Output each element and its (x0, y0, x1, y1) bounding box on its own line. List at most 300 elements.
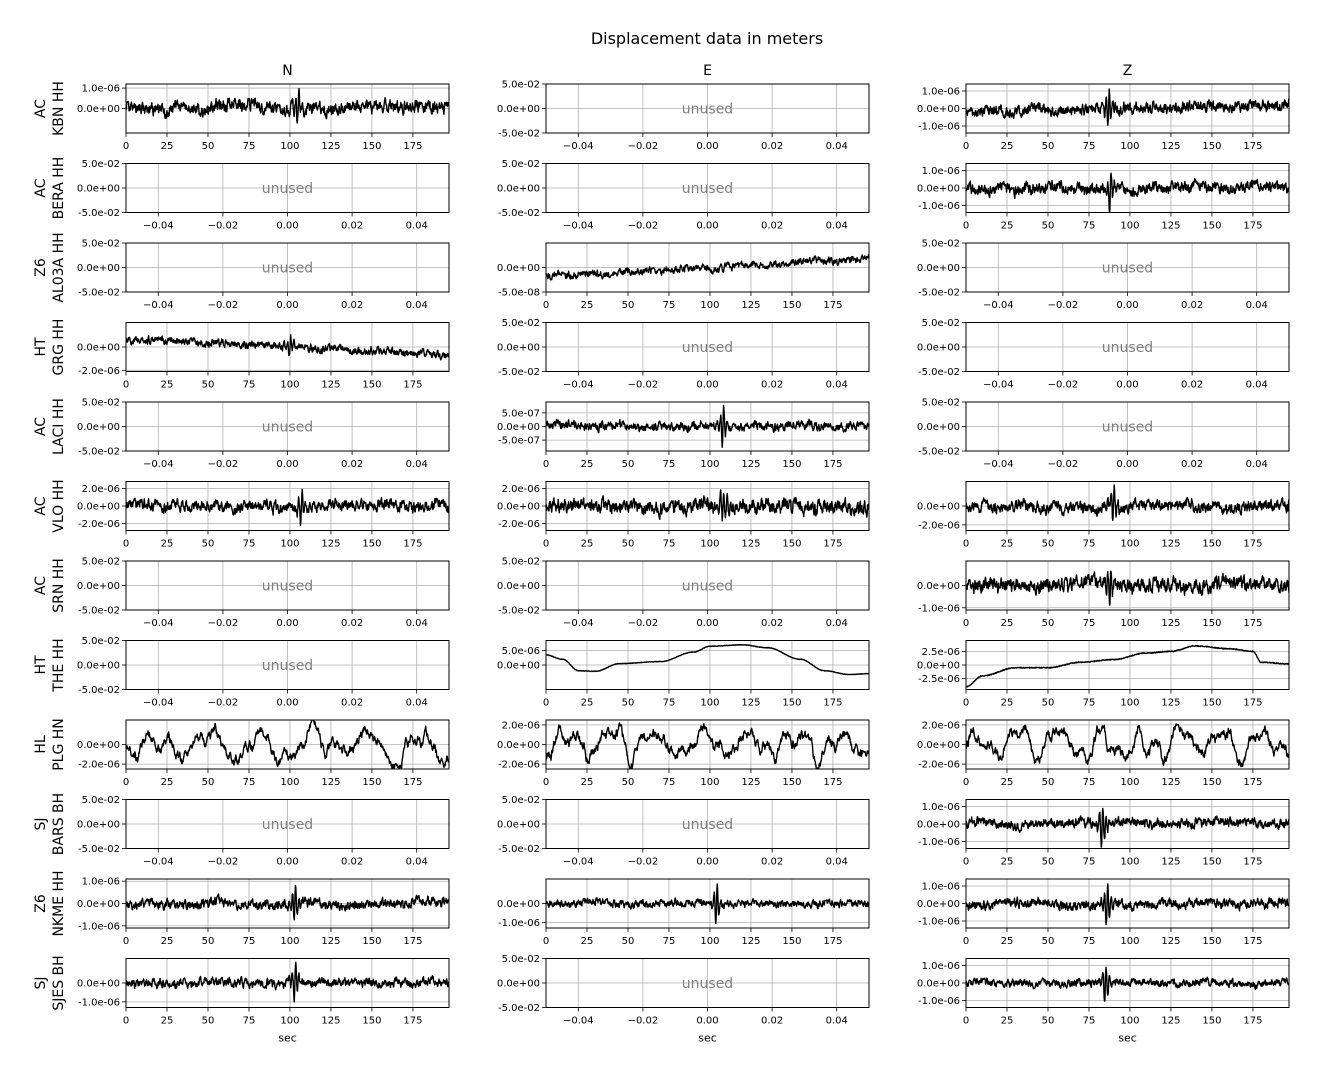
seismic-trace (126, 962, 449, 1002)
y-tick-label: 0.0e+00 (916, 899, 960, 910)
x-tick-label: 125 (321, 1015, 341, 1027)
x-tick-label: 125 (741, 300, 761, 311)
x-tick-label: 0 (962, 777, 970, 788)
x-tick-label: 150 (1202, 1015, 1222, 1027)
panel-kbn-e (497, 80, 869, 153)
y-tick-label: -5.0e-02 (78, 605, 120, 617)
y-tick-label: 5.0e-02 (921, 318, 960, 329)
x-tick-label: −0.04 (562, 856, 594, 868)
panel-bera-e (497, 159, 869, 232)
x-tick-label: 0.02 (340, 300, 364, 311)
x-tick-label: 0 (122, 379, 130, 391)
y-tick-label: 0.0e+00 (76, 263, 120, 274)
panel-nkme-z (917, 879, 1289, 947)
x-tick-label: 100 (280, 379, 300, 391)
x-tick-label: 50 (201, 141, 215, 152)
x-tick-label: 150 (782, 538, 802, 550)
x-tick-label: 25 (160, 777, 174, 788)
row-network-label: AC (33, 416, 49, 437)
x-tick-label: 0.04 (405, 459, 428, 470)
x-tick-label: 125 (1161, 777, 1181, 788)
x-tick-label: 0.02 (340, 618, 364, 629)
x-tick-label: 150 (362, 141, 382, 152)
y-tick-label: -1.0e-06 (78, 997, 120, 1009)
x-tick-label: 75 (662, 777, 676, 788)
x-tick-label: 150 (362, 777, 382, 788)
x-tick-label: −0.02 (1047, 459, 1079, 470)
unused-label: unused (1101, 340, 1154, 356)
unused-label: unused (681, 578, 734, 595)
x-tick-label: 175 (823, 538, 843, 550)
y-tick-label: 2.0e-06 (81, 484, 120, 495)
unused-label: unused (261, 817, 314, 833)
x-tick-label: 150 (1202, 538, 1222, 550)
y-tick-label: -1.0e-06 (918, 916, 960, 928)
x-tick-label: 50 (1041, 697, 1055, 709)
x-tick-label: 25 (1000, 618, 1014, 629)
x-tick-label: 175 (1243, 538, 1263, 550)
x-tick-label: 0.04 (405, 300, 428, 311)
panel-grg-n (77, 323, 449, 391)
x-tick-label: 100 (700, 777, 720, 788)
x-tick-label: −0.02 (207, 697, 239, 709)
y-tick-label: -1.0e-06 (498, 917, 540, 929)
y-tick-label: 5.0e-07 (501, 408, 540, 420)
y-tick-label: 0.0e+00 (76, 660, 120, 672)
panel-bars-z (917, 800, 1289, 868)
x-tick-label: 25 (580, 697, 594, 709)
x-tick-label: 25 (580, 300, 594, 311)
x-tick-label: 0 (122, 777, 130, 788)
column-title-z: Z (1122, 63, 1133, 79)
x-tick-label: 150 (1202, 220, 1222, 232)
y-tick-label: -5.0e-02 (498, 1003, 540, 1014)
y-tick-label: 0.0e+00 (496, 342, 540, 354)
y-tick-label: 5.0e-02 (501, 795, 540, 806)
y-tick-label: 0.0e+00 (76, 104, 120, 115)
panel-vlo-z (917, 482, 1289, 550)
panel-the-z (917, 641, 1289, 709)
x-tick-label: 75 (242, 777, 256, 788)
x-tick-label: 0.02 (340, 856, 364, 868)
y-tick-label: 0.0e+00 (76, 740, 120, 751)
x-tick-label: 150 (782, 777, 802, 788)
seismic-trace (966, 571, 1289, 605)
row-station-label: BARS BH (51, 792, 67, 856)
y-tick-label: 5.0e-02 (501, 79, 540, 91)
y-tick-label: -1.0e-06 (78, 921, 120, 933)
x-tick-label: 75 (662, 697, 676, 709)
y-tick-label: -2.0e-06 (78, 759, 120, 771)
x-tick-label: 50 (1041, 936, 1055, 947)
row-network-label: Z6 (33, 258, 49, 277)
y-tick-label: -5.0e-07 (498, 435, 540, 447)
x-tick-label: 125 (1161, 141, 1181, 152)
x-tick-label: 75 (242, 141, 256, 152)
x-tick-label: 175 (1243, 856, 1263, 868)
x-tick-label: 175 (823, 936, 843, 947)
x-tick-label: 0.02 (760, 220, 784, 232)
y-tick-label: 5.0e-02 (501, 318, 540, 329)
x-tick-label: 175 (1243, 220, 1263, 232)
x-tick-label: 0.00 (1116, 300, 1139, 311)
row-station-label: BERA HH (51, 156, 67, 220)
unused-label: unused (261, 658, 314, 674)
x-tick-label: 75 (242, 379, 256, 391)
x-tick-label: 0.00 (696, 141, 719, 152)
x-tick-label: 75 (1082, 538, 1096, 550)
panel-kbn-z (917, 84, 1289, 152)
seismic-trace (546, 405, 869, 447)
x-tick-label: 0 (122, 538, 130, 550)
y-tick-label: 0.0e+00 (916, 740, 960, 751)
x-tick-label: 100 (1120, 141, 1140, 152)
x-axis-label: sec (698, 1031, 717, 1045)
x-tick-label: 0 (542, 538, 550, 550)
x-tick-label: 175 (403, 936, 423, 947)
x-tick-label: 100 (700, 936, 720, 947)
x-tick-label: 0.02 (340, 697, 364, 709)
y-tick-label: 0.0e+00 (76, 422, 120, 433)
x-tick-label: 125 (321, 777, 341, 788)
row-network-label: SJ (33, 817, 49, 831)
seismic-trace (546, 645, 869, 675)
x-tick-label: −0.02 (207, 220, 239, 232)
x-tick-label: 50 (1041, 856, 1055, 868)
x-tick-label: 25 (580, 777, 594, 788)
x-tick-label: 100 (1120, 220, 1140, 232)
x-tick-label: 150 (1202, 697, 1222, 709)
y-tick-label: 0.0e+00 (76, 183, 120, 195)
panel-grg-z (917, 318, 1289, 391)
unused-label: unused (681, 101, 734, 118)
x-tick-label: −0.02 (627, 1015, 659, 1027)
panel-the-n (77, 636, 449, 709)
x-tick-label: −0.04 (142, 459, 174, 470)
y-tick-label: 0.0e+00 (496, 740, 540, 751)
x-tick-label: 75 (1082, 936, 1096, 947)
x-tick-label: 25 (1000, 141, 1014, 152)
row-station-label: PLG HN (51, 718, 67, 771)
x-tick-label: 125 (1161, 856, 1181, 868)
y-tick-label: 5.0e-02 (81, 397, 120, 409)
x-tick-label: −0.02 (627, 141, 659, 152)
x-tick-label: 150 (362, 936, 382, 947)
x-tick-label: 75 (662, 538, 676, 550)
x-tick-label: 150 (782, 459, 802, 470)
row-station-label: SJES BH (51, 955, 67, 1011)
y-tick-label: 2.0e-06 (921, 720, 960, 732)
y-tick-label: 5.0e-02 (81, 795, 120, 806)
x-tick-label: 100 (700, 697, 720, 709)
x-tick-label: 25 (160, 141, 174, 152)
x-tick-label: 0.00 (276, 856, 299, 868)
y-tick-label: 1.0e-06 (921, 961, 960, 972)
y-tick-label: 0.0e+00 (76, 501, 120, 513)
x-tick-label: 0.00 (276, 300, 299, 311)
seismic-trace (966, 967, 1289, 1001)
x-tick-label: 25 (1000, 220, 1014, 232)
y-tick-label: 5.0e-02 (81, 556, 120, 568)
seismic-trace (126, 89, 449, 123)
x-tick-label: 0.04 (1245, 459, 1268, 470)
x-tick-label: −0.02 (627, 618, 659, 629)
x-tick-label: 100 (280, 936, 300, 947)
y-tick-label: 5.0e-02 (501, 954, 540, 965)
y-tick-label: 0.0e+00 (76, 899, 120, 910)
x-tick-label: 25 (1000, 856, 1014, 868)
x-tick-label: 150 (1202, 618, 1222, 629)
x-tick-label: 0 (542, 777, 550, 788)
y-tick-label: 0.0e+00 (496, 819, 540, 831)
x-tick-label: 0 (122, 936, 130, 947)
y-tick-label: -2.0e-06 (78, 365, 120, 377)
seismic-trace (966, 173, 1289, 214)
panel-srn-n (77, 557, 449, 630)
x-tick-label: 50 (201, 777, 215, 788)
x-tick-label: −0.02 (207, 618, 239, 629)
panel-sjes-n (77, 959, 449, 1045)
seismic-trace (966, 884, 1289, 925)
row-network-label: AC (33, 98, 49, 119)
x-tick-label: 0.04 (825, 220, 848, 232)
x-tick-label: 175 (1243, 141, 1263, 152)
panel-nkme-e (497, 879, 869, 947)
x-tick-label: 25 (1000, 777, 1014, 788)
panel-al03a-e (497, 243, 869, 311)
x-tick-label: 175 (403, 141, 423, 152)
x-tick-label: 75 (1082, 856, 1096, 868)
x-tick-label: −0.04 (142, 618, 174, 629)
unused-label: unused (681, 340, 734, 356)
panel-nkme-n (77, 877, 449, 947)
x-tick-label: 100 (1120, 936, 1140, 947)
panel-al03a-n (77, 239, 449, 312)
y-tick-label: 5.0e-02 (921, 238, 960, 250)
x-tick-label: 75 (1082, 220, 1096, 232)
x-tick-label: −0.02 (627, 220, 659, 232)
y-tick-label: 0.0e+00 (916, 422, 960, 433)
panel-laci-e (497, 402, 869, 470)
seismic-trace (126, 489, 449, 525)
y-tick-label: 0.0e+00 (916, 104, 960, 115)
x-tick-label: −0.04 (982, 379, 1014, 391)
x-tick-label: 50 (201, 936, 215, 947)
x-tick-label: 125 (741, 936, 761, 947)
y-tick-label: -1.0e-06 (918, 201, 960, 212)
y-tick-label: 1.0e-06 (81, 876, 120, 888)
y-tick-label: -5.0e-02 (498, 128, 540, 140)
x-tick-label: −0.02 (207, 856, 239, 868)
x-tick-label: 0.02 (760, 856, 784, 868)
y-tick-label: -5.0e-02 (78, 685, 120, 696)
x-tick-label: 175 (1243, 697, 1263, 709)
x-tick-label: −0.04 (982, 459, 1014, 470)
x-tick-label: 0.02 (340, 459, 364, 470)
x-tick-label: 75 (662, 300, 676, 311)
x-tick-label: 75 (662, 936, 676, 947)
x-tick-label: −0.04 (562, 379, 594, 391)
y-tick-label: 0.0e+00 (496, 978, 540, 990)
x-tick-label: 125 (741, 538, 761, 550)
x-tick-label: 50 (1041, 220, 1055, 232)
panel-bars-e (497, 795, 869, 868)
panel-bera-z (917, 164, 1289, 232)
y-tick-label: 0.0e+00 (916, 501, 960, 513)
y-tick-label: 0.0e+00 (496, 581, 540, 592)
y-tick-label: 0.0e+00 (496, 183, 540, 195)
x-tick-label: 175 (403, 379, 423, 391)
x-tick-label: 0.00 (1116, 379, 1139, 391)
y-tick-label: 0.0e+00 (916, 263, 960, 274)
row-station-label: AL03A HH (51, 232, 67, 303)
unused-label: unused (1101, 419, 1154, 436)
x-tick-label: 0.00 (696, 856, 719, 868)
x-tick-label: 175 (403, 777, 423, 788)
y-tick-label: -2.0e-06 (918, 520, 960, 532)
x-tick-label: 0 (962, 220, 970, 232)
x-tick-label: 0 (122, 141, 130, 152)
seismic-trace (966, 485, 1289, 520)
unused-label: unused (681, 181, 734, 197)
x-tick-label: −0.02 (207, 300, 239, 311)
x-tick-label: −0.04 (142, 856, 174, 868)
x-tick-label: 25 (160, 1015, 174, 1027)
x-tick-label: 150 (782, 936, 802, 947)
y-tick-label: 1.0e-06 (921, 881, 960, 893)
x-tick-label: 125 (741, 697, 761, 709)
x-tick-label: 25 (580, 459, 594, 470)
x-tick-label: 0.02 (760, 1015, 784, 1027)
panel-sjes-e (497, 954, 869, 1045)
x-tick-label: 100 (1120, 618, 1140, 629)
panel-sjes-z (917, 959, 1289, 1045)
x-tick-label: 175 (1243, 618, 1263, 629)
x-tick-label: 50 (1041, 618, 1055, 629)
y-tick-label: 5.0e-02 (501, 159, 540, 170)
x-tick-label: 0 (542, 459, 550, 470)
row-network-label: HT (33, 337, 49, 357)
x-tick-label: 0.02 (760, 618, 784, 629)
y-tick-label: 0.0e+00 (916, 183, 960, 195)
x-tick-label: 50 (621, 697, 635, 709)
x-tick-label: 0 (122, 1015, 130, 1027)
x-tick-label: 25 (580, 538, 594, 550)
x-tick-label: 100 (1120, 856, 1140, 868)
x-tick-label: −0.04 (142, 220, 174, 232)
row-station-label: LACI HH (51, 398, 67, 455)
y-tick-label: -5.0e-02 (498, 605, 540, 617)
x-tick-label: 50 (1041, 1015, 1055, 1027)
x-tick-label: 175 (1243, 936, 1263, 947)
column-title-e: E (703, 63, 712, 79)
row-station-label: GRG HH (51, 318, 67, 376)
panel-plg-z (917, 720, 1289, 788)
x-tick-label: 50 (201, 1015, 215, 1027)
y-tick-label: 0.0e+00 (916, 660, 960, 672)
y-tick-label: -5.0e-02 (918, 367, 960, 378)
unused-label: unused (261, 260, 314, 277)
x-tick-label: 0.02 (1180, 300, 1204, 311)
x-tick-label: 50 (201, 538, 215, 550)
x-tick-label: 0.00 (276, 697, 299, 709)
x-tick-label: 100 (700, 459, 720, 470)
x-tick-label: 0.04 (1245, 379, 1268, 391)
x-tick-label: 25 (160, 936, 174, 947)
x-tick-label: −0.04 (142, 697, 174, 709)
x-tick-label: 25 (160, 538, 174, 550)
row-station-label: NKME HH (51, 870, 67, 937)
x-tick-label: 175 (403, 538, 423, 550)
y-tick-label: 5.0e-02 (921, 397, 960, 409)
figure-title: Displacement data in meters (590, 29, 824, 48)
x-tick-label: 100 (1120, 777, 1140, 788)
x-tick-label: 0.04 (825, 141, 848, 152)
row-station-label: SRN HH (51, 558, 67, 613)
x-tick-label: 75 (1082, 618, 1096, 629)
seismic-trace (966, 724, 1289, 767)
y-tick-label: 1.0e-06 (921, 86, 960, 98)
row-station-label: VLO HH (51, 479, 67, 533)
x-tick-label: 75 (662, 459, 676, 470)
y-tick-label: 5.0e-02 (81, 636, 120, 647)
x-tick-label: 100 (1120, 697, 1140, 709)
row-network-label: AC (33, 178, 49, 198)
panel-kbn-n (77, 84, 449, 152)
x-tick-label: 0.00 (1116, 459, 1139, 470)
panel-laci-n (77, 398, 449, 471)
x-tick-label: 100 (700, 538, 720, 550)
column-title-n: N (282, 63, 293, 79)
x-tick-label: 150 (782, 697, 802, 709)
x-tick-label: 150 (1202, 777, 1222, 788)
x-tick-label: 75 (1082, 697, 1096, 709)
unused-label: unused (681, 976, 734, 992)
unused-label: unused (261, 181, 314, 197)
row-station-label: THE HH (51, 638, 67, 692)
x-tick-label: 0.00 (276, 220, 299, 232)
y-tick-label: 1.0e-06 (921, 802, 960, 813)
seismic-trace (126, 885, 449, 919)
x-tick-label: 125 (741, 777, 761, 788)
x-tick-label: 75 (242, 1015, 256, 1027)
row-network-label: SJ (33, 976, 49, 990)
seismic-trace (966, 89, 1289, 125)
x-tick-label: 50 (621, 936, 635, 947)
x-tick-label: −0.04 (982, 300, 1014, 311)
x-tick-label: 150 (1202, 856, 1222, 868)
y-tick-label: -5.0e-02 (78, 446, 120, 458)
y-tick-label: -1.0e-06 (918, 996, 960, 1007)
row-network-label: HL (33, 735, 49, 754)
x-tick-label: −0.02 (627, 856, 659, 868)
y-tick-label: 0.0e+00 (496, 899, 540, 910)
x-tick-label: 75 (1082, 141, 1096, 152)
x-tick-label: 100 (1120, 1015, 1140, 1027)
y-tick-label: 0.0e+00 (496, 501, 540, 513)
y-tick-label: 5.0e-06 (501, 646, 540, 658)
x-tick-label: 125 (1161, 538, 1181, 550)
x-tick-label: 175 (1243, 777, 1263, 788)
unused-label: unused (1101, 260, 1154, 277)
panel-plg-n (77, 716, 449, 788)
x-tick-label: 100 (280, 538, 300, 550)
x-tick-label: 175 (1243, 1015, 1263, 1027)
y-tick-label: -5.0e-02 (78, 844, 120, 855)
x-tick-label: 0 (542, 697, 550, 709)
x-tick-label: −0.04 (562, 220, 594, 232)
panel-the-e (497, 641, 869, 709)
